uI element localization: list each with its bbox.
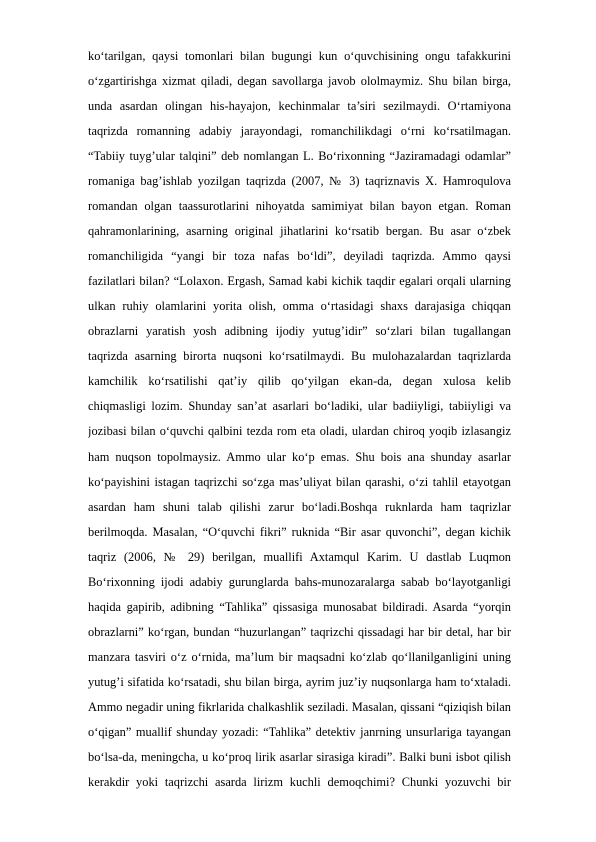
text-line: unda asardan olingan his-hayajon, kechinmalar ta’siri sezilmaydi. O‘rtamiyona bbox=[88, 99, 511, 114]
text-line: jozibasi bilan o‘quvchi qalbini tezda rom eta oladi, ulardan chiroq yoqib izlasangiz bbox=[88, 424, 511, 439]
text-line: Ammo negadir uning fikrlarida chalkashlik seziladi. Masalan, qissani “qiziqish bilan bbox=[88, 699, 511, 714]
text-line: obrazlarni” ko‘rgan, bundan “huzurlangan” taqrizchi qissadagi har bir detal, har bir bbox=[88, 624, 511, 639]
text-line: yutug’i sifatida ko‘rsatadi, shu bilan birga, ayrim juz’iy nuqsonlarga ham to‘xtaladi. bbox=[88, 674, 511, 689]
text-line: chiqmasligi lozim. Shunday san’at asarlari bo‘ladiki, ular badiiyligi, tabiiyligi va bbox=[88, 399, 511, 414]
text-line: “Tabiiy tuyg’ular talqini” deb nomlangan L. Bo‘rixonning “Jaziramadagi odamlar” bbox=[88, 149, 511, 164]
text-line: romandan olgan taassurotlarini nihoyatda samimiyat bilan bayon etgan. Roman bbox=[88, 199, 511, 214]
text-line: taqriz (2006, № 29) berilgan, muallifi Axtamqul Karim. U dastlab Luqmon bbox=[88, 549, 511, 564]
text-line: taqrizda asarning birorta nuqsoni ko‘rsatilmaydi. Bu mulohazalardan taqrizlarda bbox=[88, 349, 511, 364]
text-line: o‘qigan” muallif shunday yozadi: “Tahlika” detektiv janrning unsurlariga tayangan bbox=[88, 724, 511, 739]
document-body bbox=[88, 44, 511, 795]
text-line: o‘zgartirishga xizmat qiladi, degan savollarga javob ololmaymiz. Shu bilan birga, bbox=[88, 74, 511, 89]
text-line: ulkan ruhiy olamlarini yorita olish, omma o‘rtasidagi shaxs darajasiga chiqqan bbox=[88, 299, 511, 314]
text-line: bo‘lsa-da, meningcha, u ko‘proq lirik asarlar sirasiga kiradi”. Balki buni isbot qilish bbox=[88, 749, 511, 764]
text-line: romaniga bag’ishlab yozilgan taqrizda (2007, № 3) taqriznavis X. Hamroqulova bbox=[88, 174, 511, 189]
text-line: taqrizda romanning adabiy jarayondagi, romanchilikdagi o‘rni ko‘rsatilmagan. bbox=[88, 124, 511, 139]
text-line: ko‘tarilgan, qaysi tomonlari bilan bugungi kun o‘quvchisining ongu tafakkurini bbox=[88, 49, 511, 63]
text-line: haqida gapirib, adibning “Tahlika” qissasiga munosabat bildiradi. Asarda “yorqin bbox=[88, 599, 511, 614]
text-line: manzara tasviri o‘z o‘rnida, ma’lum bir maqsadni ko‘zlab qo‘llanilganligini uning bbox=[88, 649, 511, 664]
text-line: ko‘payishini istagan taqrizchi so‘zga mas’uliyat bilan qarashi, o‘zi tahlil etayotgan bbox=[88, 474, 511, 489]
text-line: asardan ham shuni talab qilishi zarur bo‘ladi.Boshqa ruknlarda ham taqrizlar bbox=[88, 499, 511, 514]
text-line: romanchiligida “yangi bir toza nafas bo‘ldi”, deyiladi taqrizda. Ammo qaysi bbox=[88, 249, 511, 264]
text-line: kerakdir yoki taqrizchi asarda lirizm kuchli demoqchimi? Chunki yozuvchi bir bbox=[88, 774, 511, 789]
text-line: Bo‘rixonning ijodi adabiy gurunglarda bahs-munozaralarga sabab bo‘layotganligi bbox=[88, 574, 511, 589]
text-line: fazilatlari bilan? “Lolaxon. Ergash, Samad kabi kichik taqdir egalari orqali ularning bbox=[88, 274, 511, 289]
text-line: obrazlarni yaratish yosh adibning ijodiy yutug’idir” so‘zlari bilan tugallangan bbox=[88, 324, 511, 339]
text-line: kamchilik ko‘rsatilishi qat’iy qilib qo‘yilgan ekan-da, degan xulosa kelib bbox=[88, 374, 511, 389]
text-line: qahramonlarining, asarning original jihatlarini ko‘rsatib bergan. Bu asar o‘zbek bbox=[88, 224, 511, 239]
text-line: berilmoqda. Masalan, “O‘quvchi fikri” ruknida “Bir asar quvonchi”, degan kichik bbox=[88, 524, 511, 539]
text-line: ham nuqson topolmaysiz. Ammo ular ko‘p emas. Shu bois ana shunday asarlar bbox=[88, 449, 511, 464]
